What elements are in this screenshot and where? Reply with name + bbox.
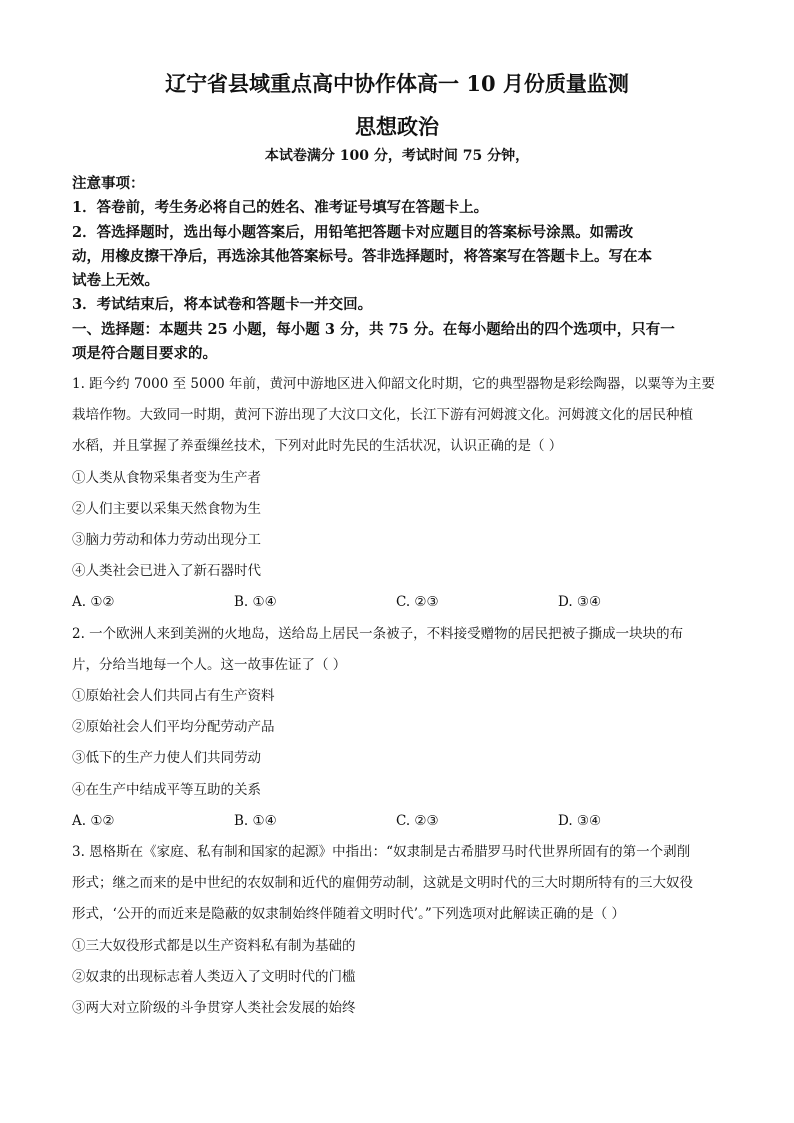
subject-title: 思想政治 bbox=[355, 114, 439, 139]
question-option: ②奴隶的出现标志着人类迈入了文明时代的门槛 bbox=[72, 968, 356, 985]
section-heading: 项是符合题目要求的。 bbox=[72, 345, 217, 363]
question-option: ④人类社会已进入了新石器时代 bbox=[72, 563, 261, 580]
note-line: 试卷上无效。 bbox=[72, 272, 159, 290]
question-option: ②原始社会人们平均分配劳动产品 bbox=[72, 719, 275, 736]
note-line: 1．答卷前，考生务必将自己的姓名、准考证号填写在答题卡上。 bbox=[72, 199, 489, 217]
question-3 bbox=[72, 837, 722, 1024]
section-heading: 一、选择题：本题共 25 小题，每小题 3 分，共 75 分。在每小题给出的四个选项中，只有一 bbox=[72, 320, 675, 338]
questions bbox=[72, 369, 722, 1024]
question-option: ④在生产中结成平等互助的关系 bbox=[72, 781, 261, 798]
exam-info: 本试卷满分 100 分，考试时间 75 分钟， bbox=[264, 148, 530, 164]
question-stem: 1. 距今约 7000 至 5000 年前，黄河中游地区进入仰韶文化时期，它的典型器物是彩绘陶器，以粟等为主要 bbox=[72, 376, 716, 392]
question-stem: 形式，‘公开的而近来是隐蔽的奴隶制始终伴随着文明时代’。”下列选项对此解读正确的是（ ） bbox=[72, 906, 626, 923]
choice-b: B. ①④ bbox=[234, 594, 277, 611]
question-option: ②人们主要以采集天然食物为生 bbox=[72, 500, 261, 517]
question-stem: 栽培作物。大致同一时期，黄河下游出现了大汶口文化，长江下游有河姆渡文化。河姆渡文化的居民种植 bbox=[72, 407, 693, 424]
question-stem: 2. 一个欧洲人来到美洲的火地岛，送给岛上居民一条被子，不料接受赠物的居民把被子撕成一块块的布 bbox=[72, 625, 684, 642]
choice-a: A. ①② bbox=[72, 594, 115, 611]
choice-b: B. ①④ bbox=[234, 812, 277, 829]
choice-c: C. ②③ bbox=[396, 594, 439, 611]
exam-title: 辽宁省县域重点高中协作体高一 10 月份质量监测 bbox=[165, 71, 629, 96]
answer-choices bbox=[72, 806, 722, 837]
question-stem: 片，分给当地每一个人。这一故事佐证了（ ） bbox=[72, 656, 347, 673]
choice-d: D. ③④ bbox=[558, 594, 602, 611]
notes-heading: 注意事项： bbox=[72, 175, 145, 192]
question-1 bbox=[72, 369, 722, 619]
question-option: ③两大对立阶级的斗争贯穿人类社会发展的始终 bbox=[72, 1000, 356, 1017]
note-line: 2．答选择题时，选出每小题答案后，用铅笔把答题卡对应题目的答案标号涂黑。如需改 bbox=[72, 223, 634, 241]
question-option: ①原始社会人们共同占有生产资料 bbox=[72, 688, 275, 705]
question-stem: 水稻，并且掌握了养蚕缫丝技术，下列对此时先民的生活状况，认识正确的是（ ） bbox=[72, 438, 563, 455]
choice-d: D. ③④ bbox=[558, 812, 602, 829]
answer-choices bbox=[72, 587, 722, 618]
question-stem: 形式；继之而来的是中世纪的农奴制和近代的雇佣劳动制，这就是文明时代的三大时期所特有的三大奴役 bbox=[72, 875, 693, 892]
question-stem: 3. 恩格斯在《家庭、私有制和国家的起源》中指出：“奴隶制是古希腊罗马时代世界所固有的第一个剥削 bbox=[72, 844, 691, 861]
question-option: ①人类从食物采集者变为生产者 bbox=[72, 469, 261, 486]
note-line: 动，用橡皮擦干净后，再选涂其他答案标号。答非选择题时，将答案写在答题卡上。写在本 bbox=[72, 247, 652, 265]
question-option: ③低下的生产力使人们共同劳动 bbox=[72, 750, 261, 767]
question-option: ③脑力劳动和体力劳动出现分工 bbox=[72, 532, 261, 549]
notes-section bbox=[72, 172, 722, 366]
question-2 bbox=[72, 619, 722, 837]
choice-c: C. ②③ bbox=[396, 812, 439, 829]
question-option: ①三大奴役形式都是以生产资料私有制为基础的 bbox=[72, 937, 356, 954]
choice-a: A. ①② bbox=[72, 812, 115, 829]
note-line: 3．考试结束后，将本试卷和答题卡一并交回。 bbox=[72, 296, 373, 314]
